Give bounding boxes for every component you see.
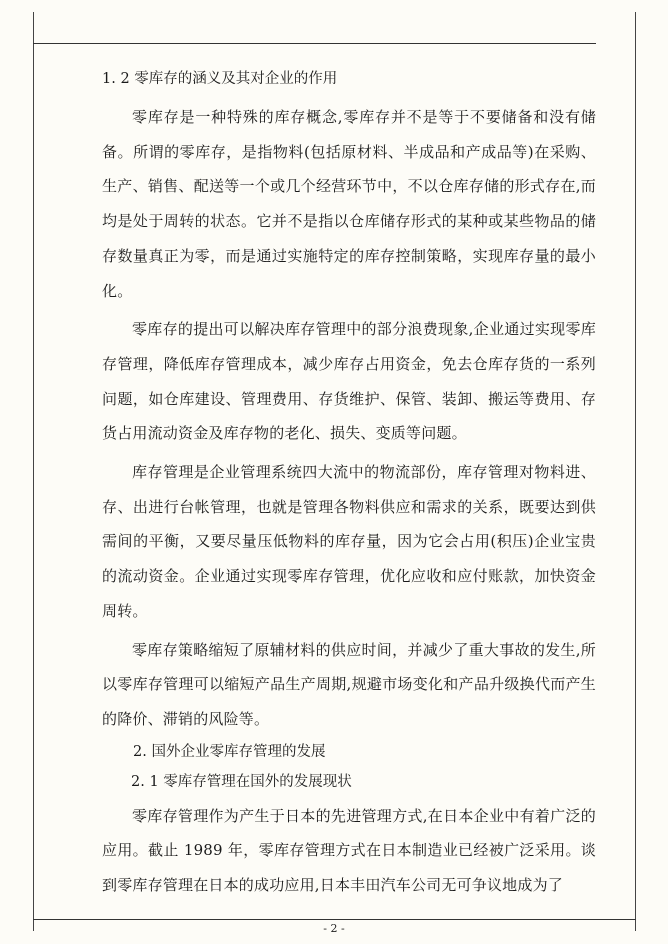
paragraph-2: 零库存的提出可以解决库存管理中的部分浪费现象,企业通过实现零库存管理，降低库存管理成本，减少库存占用资金，免去仓库存货的一系列问题，如仓库建设、管理费用、存货维护、保管、装卸、搬运等费用、存货占用流动资金及库存物的老化、损失、变质等问题。 [102, 320, 596, 443]
section-heading-1-2: 1. 2 零库存的涵义及其对企业的作用 [102, 71, 338, 87]
paragraph-1: 零库存是一种特殊的库存概念,零库存并不是等于不要储备和没有储备。所谓的零库存，是指物料(包括原材料、半成品和产成品等)在采购、生产、销售、配送等一个或几个经营环节中，不以仓库存储的形式存在,而均是处于周转的状态。它并不是指以仓库储存形式的某种或某些物品的储存数量真正为零，而是通过实施特定的库存控制策略，实现库存量的最小化。 [102, 108, 596, 300]
page-number: - 2 - [323, 922, 345, 935]
paragraph-3: 库存管理是企业管理系统四大流中的物流部份，库存管理对物料进、存、出进行台帐管理，也就是管理各物料供应和需求的关系，既要达到供需间的平衡，又要尽量压低物料的库存量，因为它会占用(积压)企业宝贵的流动资金。企业通过实现零库存管理，优化应收和应付账款，加快资金周转。 [102, 463, 596, 620]
section-heading-2: 2. 国外企业零库存管理的发展 [133, 743, 326, 760]
paragraph-5: 零库存管理作为产生于日本的先进管理方式,在日本企业中有着广泛的应用。截止 1989 年，零库存管理方式在日本制造业已经被广泛采用。谈到零库存管理在日本的成功应用,日本丰田汽车公司无可争议地成为了 [102, 806, 596, 895]
footer-rule [33, 919, 636, 920]
document-body [102, 68, 596, 907]
header-rule [33, 43, 596, 44]
paragraph-4: 零库存策略缩短了原辅材料的供应时间，并减少了重大事故的发生,所以零库存管理可以缩短产品生产周期,规避市场变化和产品升级换代而产生的降价、滞销的风险等。 [102, 640, 596, 728]
section-heading-2-1: 2. 1 零库存管理在国外的发展现状 [131, 773, 352, 790]
